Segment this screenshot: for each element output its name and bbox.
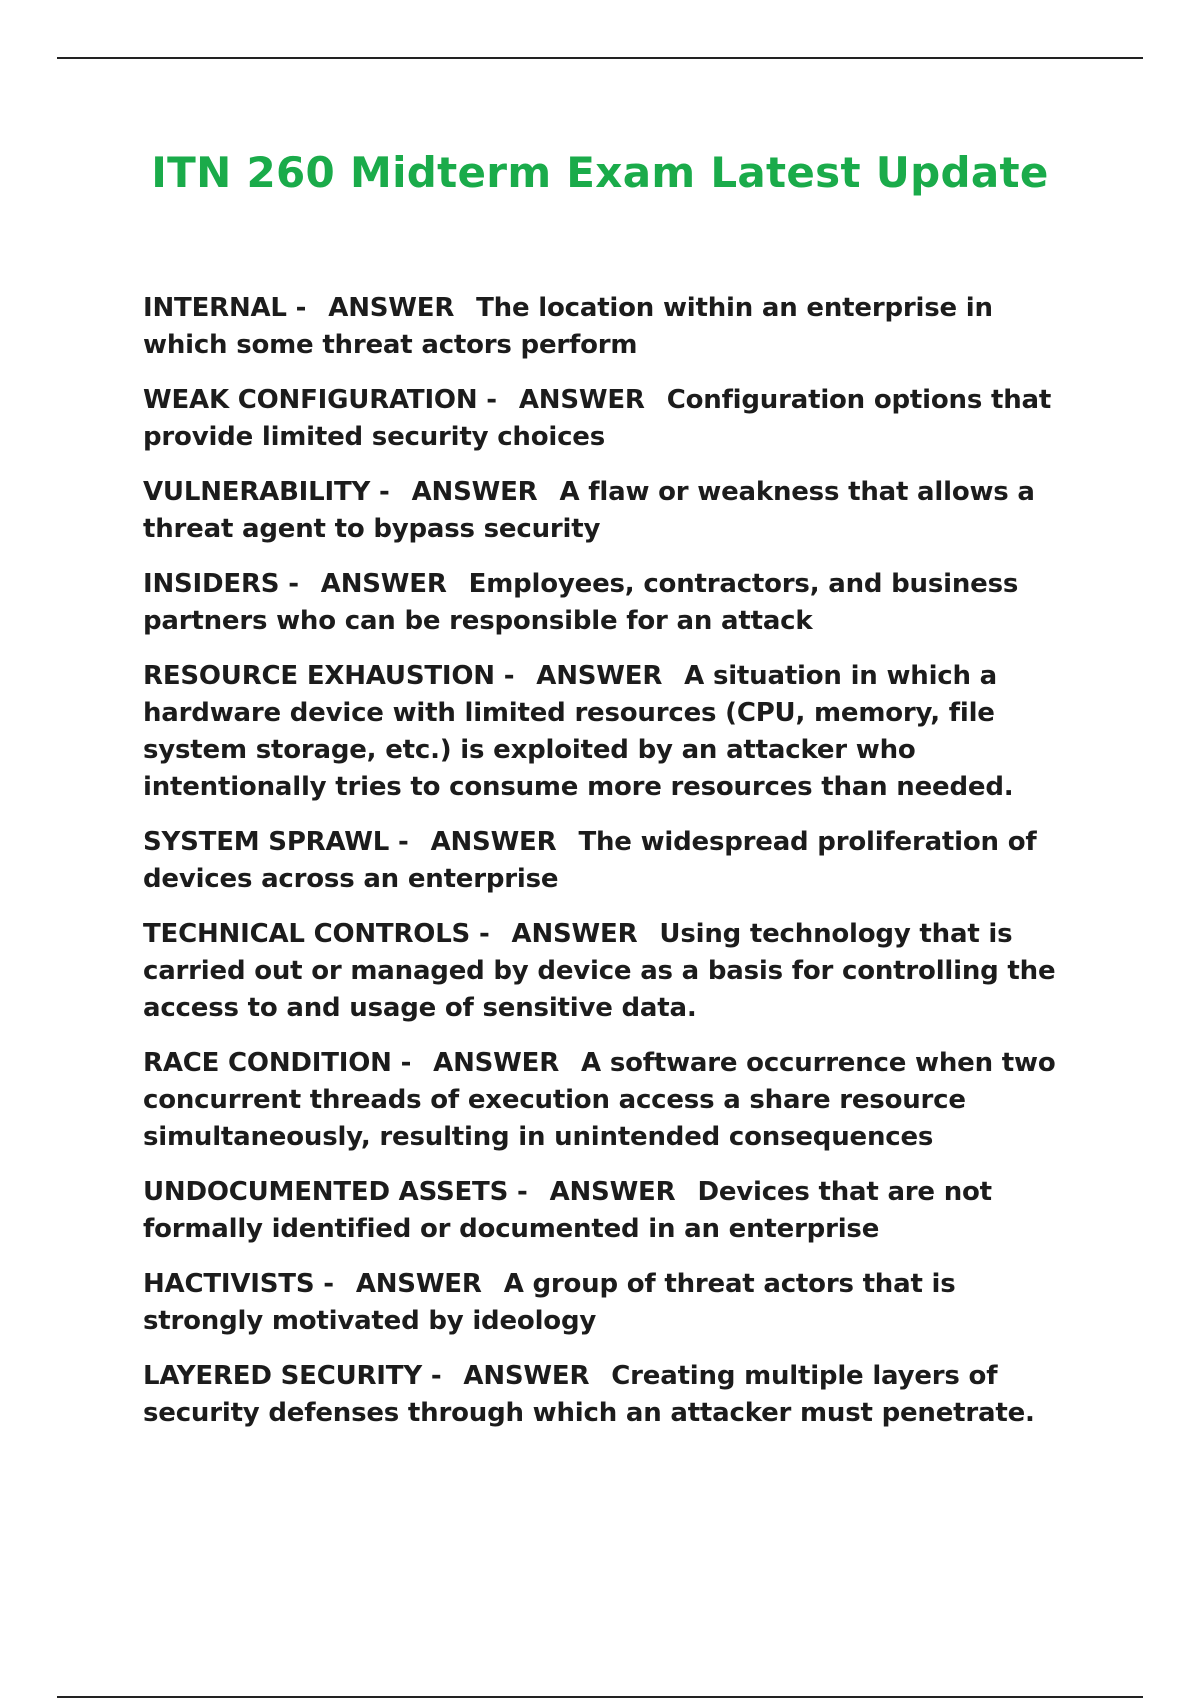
entry-separator: - — [379, 477, 390, 507]
flashcard-entry — [143, 916, 1083, 1027]
entry-separator: - — [430, 1361, 442, 1391]
flashcard-entry — [143, 290, 1083, 364]
entry-term: INTERNAL — [143, 293, 287, 323]
entry-separator: - — [486, 385, 497, 415]
answer-label: ANSWER — [536, 661, 663, 691]
answer-label: ANSWER — [511, 919, 638, 949]
entry-term: VULNERABILITY — [143, 477, 371, 507]
flashcard-entry — [143, 658, 1083, 806]
document-title: ITN 260 Midterm Exam Latest Update — [151, 148, 1049, 197]
entry-term: TECHNICAL CONTROLS — [143, 919, 471, 949]
entry-term: LAYERED SECURITY — [143, 1361, 422, 1391]
bottom-rule — [57, 1696, 1143, 1698]
entry-term: SYSTEM SPRAWL — [143, 827, 390, 857]
entry-term: WEAK CONFIGURATION — [143, 385, 478, 415]
entry-separator: - — [295, 293, 307, 323]
entry-definition: Using technology that is carried out or managed by device as a basis for controlling the access to and usage of sensitive data. — [143, 919, 1056, 1023]
entry-term: RESOURCE EXHAUSTION — [143, 661, 495, 691]
flashcard-list — [143, 290, 1083, 1450]
answer-label: ANSWER — [411, 477, 538, 507]
entry-definition: A software occurrence when two concurrent threads of execution access a share resource simultaneously, resulting in unintended consequences — [143, 1048, 1056, 1152]
entry-separator: - — [503, 661, 515, 691]
entry-separator: - — [516, 1177, 528, 1207]
entry-term: INSIDERS — [143, 569, 280, 599]
entry-definition: A group of threat actors that is strongly motivated by ideology — [143, 1269, 956, 1336]
flashcard-entry — [143, 1045, 1083, 1156]
entry-definition: Configuration options that provide limited security choices — [143, 385, 1052, 452]
entry-separator: - — [323, 1269, 334, 1299]
flashcard-entry — [143, 1266, 1083, 1340]
top-rule — [57, 57, 1143, 59]
entry-definition: A situation in which a hardware device with limited resources (CPU, memory, file system storage, etc.) is exploited by an attacker who intentionally tries to consume more resources than needed. — [143, 661, 1014, 802]
answer-label: ANSWER — [328, 293, 455, 323]
entry-term: UNDOCUMENTED ASSETS — [143, 1177, 509, 1207]
entry-definition: A flaw or weakness that allows a threat agent to bypass security — [143, 477, 1035, 544]
flashcard-entry — [143, 1174, 1083, 1248]
entry-definition: Creating multiple layers of security defenses through which an attacker must penetrate. — [143, 1361, 1035, 1428]
flashcard-entry — [143, 824, 1083, 898]
answer-label: ANSWER — [320, 569, 447, 599]
answer-label: ANSWER — [463, 1361, 590, 1391]
entry-definition: Devices that are not formally identified or documented in an enterprise — [143, 1177, 992, 1244]
flashcard-entry — [143, 474, 1083, 548]
entry-definition: Employees, contractors, and business partners who can be responsible for an attack — [143, 569, 1019, 636]
flashcard-entry — [143, 1358, 1083, 1432]
answer-label: ANSWER — [549, 1177, 676, 1207]
answer-label: ANSWER — [430, 827, 557, 857]
entry-separator: - — [400, 1048, 412, 1078]
entry-separator: - — [478, 919, 490, 949]
answer-label: ANSWER — [433, 1048, 560, 1078]
entry-term: RACE CONDITION — [143, 1048, 392, 1078]
answer-label: ANSWER — [518, 385, 645, 415]
entry-definition: The location within an enterprise in which some threat actors perform — [143, 293, 993, 360]
entry-separator: - — [397, 827, 409, 857]
flashcard-entry — [143, 382, 1083, 456]
entry-term: HACTIVISTS — [143, 1269, 315, 1299]
entry-definition: The widespread proliferation of devices across an enterprise — [143, 827, 1037, 894]
flashcard-entry — [143, 566, 1083, 640]
entry-separator: - — [288, 569, 299, 599]
answer-label: ANSWER — [355, 1269, 482, 1299]
